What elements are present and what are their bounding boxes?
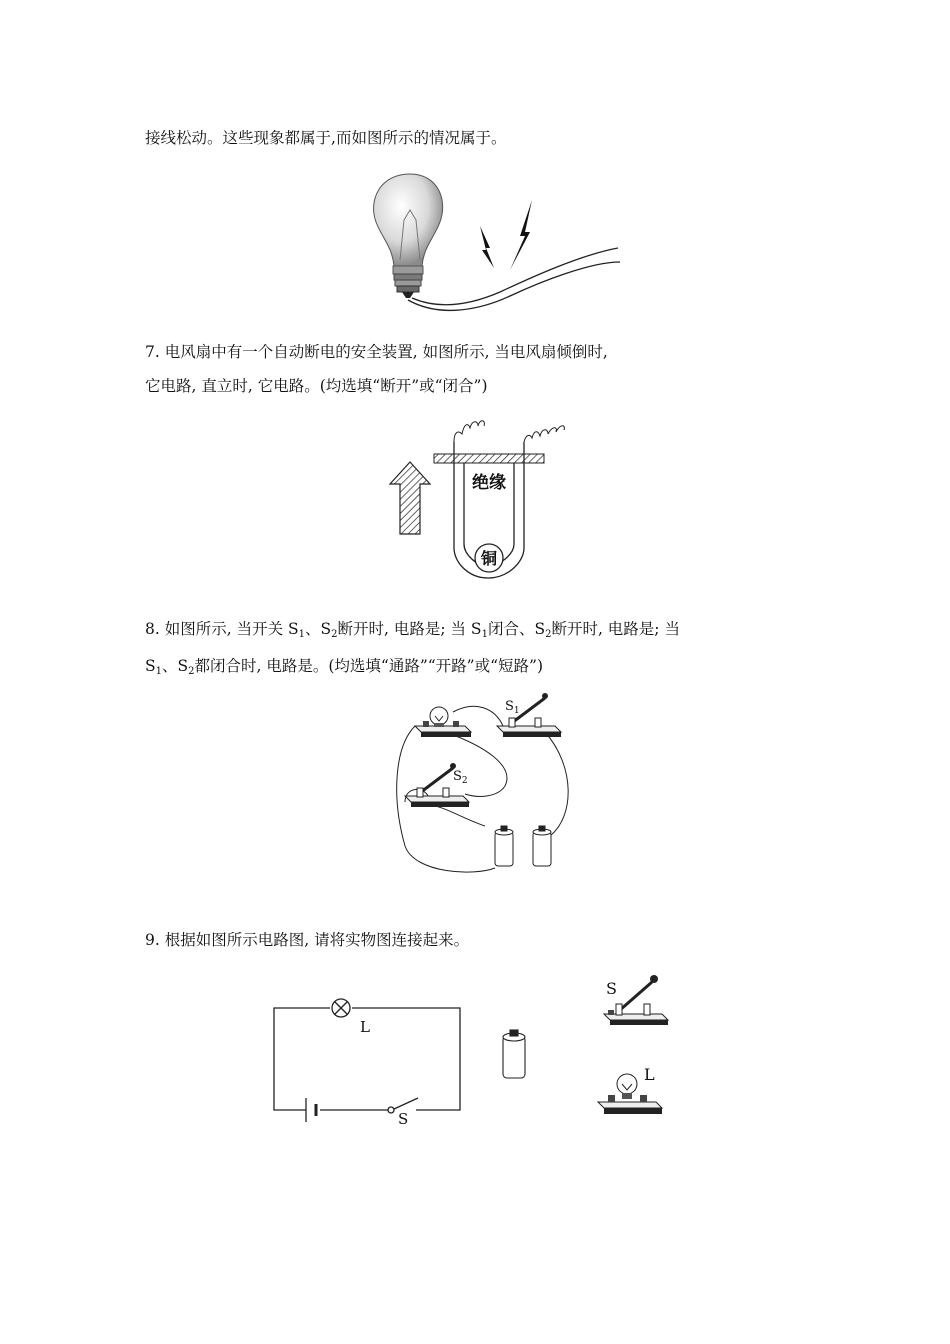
fan-safety-switch-figure (388, 412, 578, 584)
q8-circuit-figure (385, 686, 590, 881)
q8-l1-f: 断开时, 电路是 (551, 620, 655, 638)
q9-switch-figure (600, 968, 675, 1028)
q8-sub-2: 2 (331, 629, 338, 640)
q6-text-c: 。 (490, 129, 507, 147)
q9-battery-figure (498, 1028, 530, 1082)
q8-sub-5: 1 (155, 666, 162, 677)
coil-wire-icon (454, 421, 564, 442)
wire-icon (408, 248, 620, 310)
q9-circuit-diagram (268, 990, 468, 1125)
q8-l2-d: 。(均选填“通路”“开路”或“短路”) (312, 657, 543, 675)
q8-sub-3: 1 (481, 629, 488, 640)
q8-l1-d: ; 当 S (440, 620, 482, 638)
bulb-spark-figure (360, 170, 630, 325)
q8-l1-e: 闭合、S (487, 620, 546, 638)
q7-text-2a: 它 (145, 377, 161, 395)
q8-l1-a: 8. 如图所示, 当开关 S (145, 620, 299, 638)
q6-text-b: ,而如图所示的情况属于 (331, 129, 491, 147)
lamp-symbol-icon (332, 999, 350, 1017)
q8-sub-6: 2 (188, 666, 195, 677)
insulation-label: 绝缘 (472, 473, 506, 493)
light-bulb-icon (374, 174, 443, 298)
lamp-socket-icon (415, 707, 471, 737)
s2-label: $S_2$ (453, 769, 468, 786)
battery-icon (503, 1030, 525, 1078)
q8-line1 (145, 619, 680, 645)
q8-l2-b: 、S (162, 657, 189, 675)
insulation-bar (434, 454, 544, 463)
q7-line1 (145, 342, 608, 362)
up-arrow-icon (390, 462, 430, 534)
diagram-label-L: L (360, 1018, 370, 1036)
switch-label-S: S (606, 979, 617, 998)
q7-text-2c: 电路。(均选填“断开”或“闭合”) (273, 377, 488, 395)
spark-icon (480, 200, 532, 270)
q8-l2-c: 都闭合时, 电路是 (194, 657, 313, 675)
q8-l2-a: S (145, 657, 156, 675)
q9-lamp-figure (594, 1062, 669, 1122)
q9-line1 (145, 930, 469, 950)
q8-l1-b: 、S (305, 620, 332, 638)
diagram-label-S: S (398, 1110, 409, 1125)
battery-icon (495, 826, 551, 866)
lamp-label-L: L (644, 1065, 655, 1084)
q8-line2 (145, 656, 543, 682)
s1-label: $S_1$ (505, 699, 520, 716)
q8-sub-4: 2 (545, 629, 552, 640)
q7-line2 (145, 376, 488, 396)
q7-text-2b: 电路, 直立时, 它 (160, 377, 274, 395)
q6-line (145, 128, 506, 148)
battery-symbol-icon (306, 1098, 316, 1122)
copper-label: 铜 (480, 549, 498, 568)
q9-text: 9. 根据如图所示电路图, 请将实物图连接起来。 (145, 931, 470, 949)
q6-text-a: 接线松动。这些现象都属于 (145, 129, 332, 147)
q8-sub-1: 1 (298, 629, 305, 640)
q8-l1-c: 断开时, 电路是 (337, 620, 441, 638)
q8-l1-g: ; 当 (654, 620, 680, 638)
q7-text-1: 7. 电风扇中有一个自动断电的安全装置, 如图所示, 当电风扇倾倒时, (145, 343, 608, 361)
